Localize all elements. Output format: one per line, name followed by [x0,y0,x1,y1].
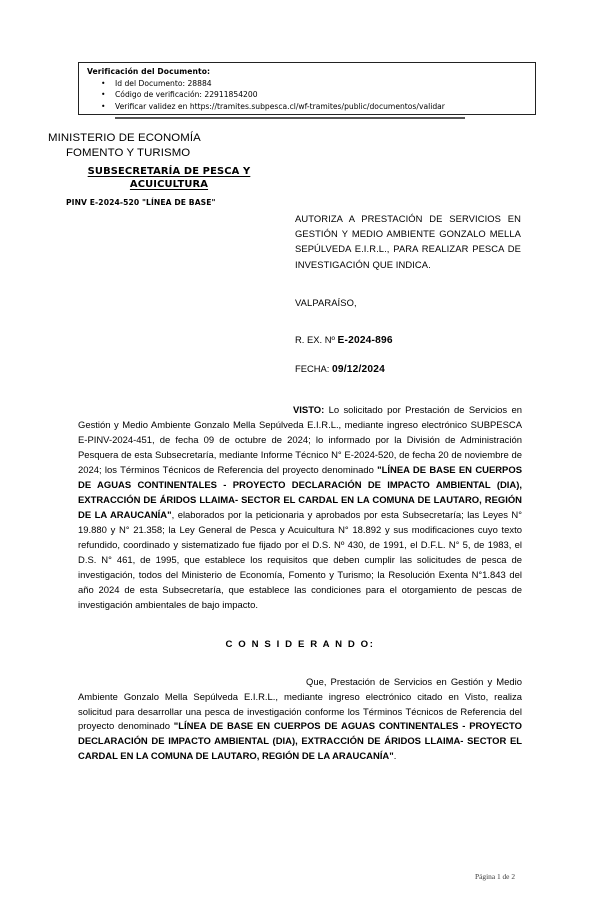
visto-text-part-1: Lo solicitado por Prestación de Servicios en Gestión y Medio Ambiente Gonzalo Mella Sepúlveda E.I.R.L., mediante ingreso electrónico SUBPESCA E-PINV-2024-451, de fecha 09 de octubre de 2024; lo informado por la División de Administración Pesquera de esta Subsecretaría, mediante Informe Técnico N° E-2024-520, de fecha 20 de noviembre de 2024; los Términos Técnicos de Referencia del proyecto denominado [78,405,522,476]
resolution-date-value: 09/12/2024 [332,363,385,375]
subsecretaria-title [44,166,294,192]
considerando-text-part-2: . [393,751,397,763]
considerando-project-name: "LÍNEA DE BASE EN CUERPOS DE AGUAS CONTINENTALES - PROYECTO DECLARACIÓN DE IMPACTO AMBIENTAL (DIA), EXTRACCIÓN DE ÁRIDOS LLAIMA- SECTOR EL CARDAL EN LA COMUNA DE LAUTARO, REGIÓN DE LA ARAUCANÍA" [78,721,522,763]
ministry-line-2: FOMENTO Y TURISMO [66,147,191,160]
verification-item-label: Código de verificación: 22911854200 [115,90,258,100]
verification-item-url [87,101,535,113]
bullet-icon: • [101,101,106,111]
verification-title: Verificación del Documento: [87,67,211,76]
verification-list [87,78,535,113]
visto-text-part-2: , elaborados por la peticionaria y aprobados por esta Subsecretaría; las Leyes N° 19.880 y N° 21.358; la Ley General de Pesca y Acuicultura N° 18.892 y sus modificaciones cuyo texto refundido, coordinado y sistematizado fue fijado por el D.S. Nº 430, de 1991, el D.F.L. N° 5, de 1983, el D.S. N° 461, de 1995, que establece los requisitos que deben cumplir las solicitudes de pesca de investigación, todos del Ministerio de Economía, Fomento y Turismo; la Resolución Exenta N°1.843 del año 2024 de esta Subsecretaría, que establece las condiciones para el otorgamiento de pescas de investigación ambientales de bajo impacto. [78,509,522,611]
document-body [78,404,522,765]
verification-item-code [87,89,535,101]
ministry-line-1: MINISTERIO DE ECONOMÍA [48,132,201,144]
resolution-date-line [295,363,521,375]
considerando-paragraph [78,676,522,766]
considerando-text-part-1: Que, Prestación de Servicios en Gestión y Medio Ambiente Gonzalo Mella Sepúlveda E.I.R.L., mediante ingreso electrónico citado en Visto, realiza solicitud para desarrollar una pesca de investigación conforme los Términos Técnicos de Referencia del proyecto denominado [78,676,522,733]
resolution-date-label: FECHA: [295,362,330,374]
document-verification-box [78,62,536,115]
visto-paragraph [78,404,522,614]
resolution-number-value: E-2024-896 [337,334,393,346]
resolution-meta-column [295,211,521,375]
bullet-icon: • [101,90,106,100]
considerando-heading: C O N S I D E R A N D O: [225,638,375,650]
verification-item-label: Id del Documento: 28884 [115,78,212,88]
resolution-number-line [295,334,521,346]
verification-item-document-id [87,78,535,90]
verification-item-label: Verificar validez en https://tramites.subpesca.cl/wf-tramites/public/documentos/validar [115,101,445,111]
project-code-label: PINV E-2024-520 "LÍNEA DE BASE" [66,197,216,207]
visto-project-name: "LÍNEA DE BASE EN CUERPOS DE AGUAS CONTINENTALES - PROYECTO DECLARACIÓN DE IMPACTO AMBIENTAL (DIA), EXTRACCIÓN DE ÁRIDOS LLAIMA- SECTOR EL CARDAL EN LA COMUNA DE LAUTARO, REGIÓN DE LA ARAUCANÍA" [78,464,522,521]
visto-heading: VISTO: [293,405,325,416]
bullet-icon: • [101,78,106,88]
institutional-header [44,131,294,207]
page-number-footer: Página 1 de 2 [474,872,516,881]
subsecretaria-line-2: ACUICULTURA [129,178,209,190]
header-divider-rule [115,117,465,119]
resolution-subject: AUTORIZA A PRESTACIÓN DE SERVICIOS EN GESTIÓN Y MEDIO AMBIENTE GONZALO MELLA SEPÚLVEDA E.I.R.L., PARA REALIZAR PESCA DE INVESTIGACIÓN QUE INDICA. [295,213,521,270]
subsecretaria-line-1: SUBSECRETARÍA DE PESCA Y [87,166,251,178]
resolution-number-label: R. EX. Nº [295,333,335,345]
issue-place: VALPARAÍSO, [295,296,357,308]
